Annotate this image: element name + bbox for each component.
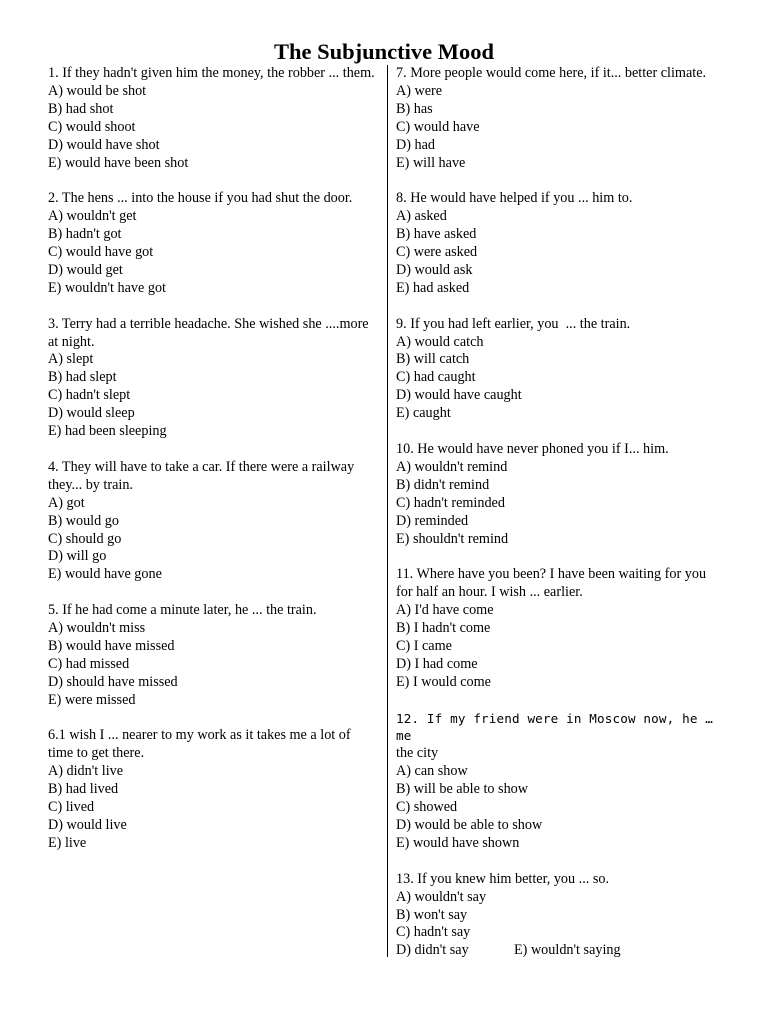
question-4 bbox=[48, 459, 378, 584]
option-a: A) were bbox=[396, 82, 443, 99]
question-stem: 11. Where have you been? I have been waiting for you for half an hour. I wish ... earlier. bbox=[396, 566, 710, 601]
option-d: D) should have missed bbox=[48, 673, 178, 690]
question-stem: 6.1 wish I ... nearer to my work as it takes me a lot of time to get there. bbox=[48, 727, 355, 762]
option-b: B) would go bbox=[48, 512, 119, 529]
option-b: B) has bbox=[396, 100, 433, 117]
column-divider bbox=[387, 65, 388, 957]
option-e: E) caught bbox=[396, 405, 451, 422]
option-a: A) didn't live bbox=[48, 763, 124, 780]
option-a: A) wouldn't miss bbox=[48, 620, 146, 637]
option-b: B) had slept bbox=[48, 369, 117, 386]
question-stem: 4. They will have to take a car. If there were a railway they... by train. bbox=[48, 458, 358, 493]
option-b: B) hadn't got bbox=[48, 226, 122, 243]
option-d: D) I had come bbox=[396, 655, 478, 672]
option-c: C) hadn't slept bbox=[48, 387, 131, 404]
option-a: A) would catch bbox=[396, 333, 484, 350]
question-stem: 3. Terry had a terrible headache. She wished she ....more at night. bbox=[48, 315, 373, 350]
option-a: A) wouldn't get bbox=[48, 208, 137, 225]
option-b: B) have asked bbox=[396, 226, 477, 243]
question-9 bbox=[396, 316, 726, 423]
option-d: D) would sleep bbox=[48, 405, 135, 422]
left-column bbox=[48, 65, 378, 871]
question-6 bbox=[48, 727, 378, 852]
question-1 bbox=[48, 65, 378, 172]
option-d: D) would be able to show bbox=[396, 816, 543, 833]
option-b: B) will be able to show bbox=[396, 781, 529, 798]
option-b: B) would have missed bbox=[48, 637, 175, 654]
question-11 bbox=[396, 566, 726, 691]
option-d: D) would have caught bbox=[396, 387, 522, 404]
option-e: E) wouldn't saying bbox=[514, 942, 621, 959]
option-c: C) I came bbox=[396, 637, 452, 654]
option-b: B) had shot bbox=[48, 100, 114, 117]
option-d: D) reminded bbox=[396, 512, 469, 529]
page-title: The Subjunctive Mood bbox=[273, 39, 495, 64]
option-d: D) will go bbox=[48, 548, 107, 565]
option-a: A) can show bbox=[396, 763, 468, 780]
option-c: C) were asked bbox=[396, 244, 478, 261]
option-e: E) had been sleeping bbox=[48, 423, 167, 440]
option-c: C) hadn't say bbox=[396, 924, 471, 941]
question-10 bbox=[396, 441, 726, 548]
question-7 bbox=[396, 65, 726, 172]
option-e: E) wouldn't have got bbox=[48, 279, 167, 296]
option-c: C) hadn't reminded bbox=[396, 494, 505, 511]
option-d: D) would live bbox=[48, 816, 127, 833]
option-a: A) asked bbox=[396, 208, 447, 225]
question-stem: 12. If my friend were in Moscow now, he … me bbox=[396, 710, 721, 744]
question-stem: 7. More people would come here, if it... better climate. bbox=[396, 65, 707, 81]
question-stem: 10. He would have never phoned you if I... him. bbox=[396, 440, 669, 457]
option-c: C) had caught bbox=[396, 369, 476, 386]
option-b: B) I hadn't come bbox=[396, 620, 491, 637]
option-e: E) shouldn't remind bbox=[396, 530, 509, 547]
option-e: E) live bbox=[48, 834, 87, 851]
option-c: C) lived bbox=[48, 799, 95, 816]
question-8 bbox=[396, 190, 726, 297]
option-d: D) didn't say bbox=[396, 942, 469, 959]
question-stem-continuation: the city bbox=[396, 745, 439, 762]
question-12 bbox=[396, 710, 726, 853]
option-c: C) should go bbox=[48, 530, 122, 547]
option-a: A) would be shot bbox=[48, 82, 147, 99]
option-c: C) had missed bbox=[48, 655, 130, 672]
option-d: D) had bbox=[396, 136, 436, 153]
question-stem: 8. He would have helped if you ... him to. bbox=[396, 190, 633, 207]
right-column bbox=[396, 65, 726, 978]
option-c: C) would have got bbox=[48, 244, 154, 261]
question-3 bbox=[48, 316, 378, 441]
option-b: B) had lived bbox=[48, 781, 119, 798]
question-stem: 13. If you knew him better, you ... so. bbox=[396, 870, 609, 887]
option-c: C) showed bbox=[396, 799, 458, 816]
option-d: D) would ask bbox=[396, 261, 473, 278]
option-e: E) had asked bbox=[396, 279, 470, 296]
option-b: B) won't say bbox=[396, 906, 468, 923]
option-e: E) would have gone bbox=[48, 566, 162, 583]
option-a: A) I'd have come bbox=[396, 602, 494, 619]
option-e: E) were missed bbox=[48, 691, 136, 708]
option-e: E) would have been shot bbox=[48, 154, 189, 171]
option-a: A) wouldn't say bbox=[396, 888, 487, 905]
question-stem: 9. If you had left earlier, you ... the train. bbox=[396, 315, 631, 332]
question-5 bbox=[48, 602, 378, 709]
options-d-e-row bbox=[396, 942, 726, 960]
option-e: E) will have bbox=[396, 154, 466, 171]
question-2 bbox=[48, 190, 378, 297]
option-c: C) would have bbox=[396, 118, 480, 135]
question-stem: 1. If they hadn't given him the money, the robber ... them. bbox=[48, 65, 375, 81]
question-stem: 5. If he had come a minute later, he ... the train. bbox=[48, 602, 317, 619]
question-stem: 2. The hens ... into the house if you had shut the door. bbox=[48, 190, 353, 207]
option-a: A) slept bbox=[48, 351, 94, 368]
option-b: B) didn't remind bbox=[396, 476, 490, 493]
question-13 bbox=[396, 871, 726, 961]
option-e: E) would have shown bbox=[396, 834, 520, 851]
option-d: D) would get bbox=[48, 261, 123, 278]
option-b: B) will catch bbox=[396, 351, 470, 368]
option-d: D) would have shot bbox=[48, 136, 160, 153]
option-c: C) would shoot bbox=[48, 118, 136, 135]
option-a: A) got bbox=[48, 494, 85, 511]
option-a: A) wouldn't remind bbox=[396, 458, 508, 475]
option-e: E) I would come bbox=[396, 673, 491, 690]
